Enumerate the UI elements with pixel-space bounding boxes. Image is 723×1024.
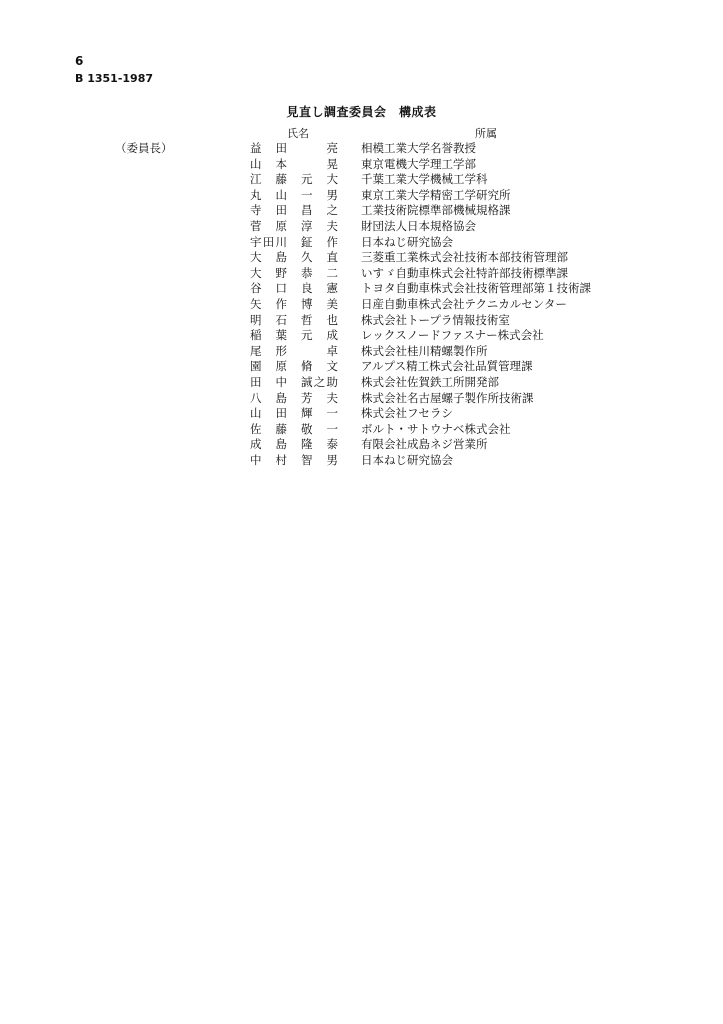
member-name: 宇田川 鉦 作 [250, 234, 338, 249]
member-name: 稲 葉 元 成 [250, 328, 338, 343]
member-affiliation: 東京工業大学精密工学研究所 [361, 187, 511, 202]
member-name: 山 本 晃 [250, 156, 338, 171]
member-role: （委員長） [115, 141, 173, 155]
member-row [0, 250, 723, 266]
member-row [0, 297, 723, 313]
member-row [0, 235, 723, 251]
member-name: 明 石 哲 也 [250, 312, 338, 327]
member-name: 成 島 隆 泰 [250, 437, 338, 452]
member-row [0, 157, 723, 173]
member-affiliation: ボルト・サトウナベ株式会社 [361, 421, 511, 436]
member-affiliation: 相模工業大学名誉教授 [361, 141, 476, 155]
member-name: 佐 藤 敬 一 [250, 421, 338, 436]
member-row [0, 172, 723, 188]
member-affiliation: いすゞ自動車株式会社特許部技術標準課 [361, 265, 568, 280]
member-name: 大 野 恭 二 [250, 265, 338, 280]
member-row [0, 344, 723, 360]
document-title: 見直し調査委員会 構成表 [286, 105, 437, 119]
member-affiliation: 三菱重工業株式会社技術本部技術管理部 [361, 250, 568, 265]
member-affiliation: 株式会社名古屋螺子製作所技術課 [361, 390, 534, 405]
member-affiliation: 株式会社トープラ情報技術室 [361, 312, 510, 327]
member-row [0, 391, 723, 407]
member-name: 八 島 芳 夫 [250, 390, 338, 405]
member-name: 益 田 亮 [250, 141, 338, 155]
member-name: 寺 田 昌 之 [250, 203, 338, 218]
member-row [0, 219, 723, 235]
member-affiliation: 日本ねじ研究協会 [361, 452, 453, 467]
member-name: 園 原 脩 文 [250, 359, 338, 374]
member-affiliation: 株式会社桂川精螺製作所 [361, 343, 488, 358]
member-name: 山 田 輝 一 [250, 406, 338, 421]
member-name: 菅 原 淳 夫 [250, 218, 338, 233]
member-name: 尾 形 卓 [250, 343, 338, 358]
member-affiliation: 株式会社フセラシ [361, 406, 453, 421]
member-affiliation: 東京電機大学理工学部 [361, 156, 476, 171]
member-affiliation: アルプス精工株式会社品質管理課 [361, 359, 533, 374]
column-header-affiliation: 所属 [475, 127, 497, 140]
standard-code: B 1351-1987 [75, 72, 154, 85]
member-row [0, 406, 723, 422]
member-row [0, 453, 723, 469]
member-affiliation: 財団法人日本規格協会 [361, 218, 476, 233]
member-affiliation: レックスノードファスナー株式会社 [361, 328, 544, 343]
member-name: 大 島 久 直 [250, 250, 338, 265]
member-affiliation: 千葉工業大学機械工学科 [361, 172, 488, 187]
member-name: 谷 口 良 憲 [250, 281, 338, 296]
column-header-name: 氏名 [287, 127, 309, 140]
member-name: 田 中 誠之助 [250, 374, 338, 389]
member-row [0, 359, 723, 375]
member-row [0, 141, 723, 157]
member-affiliation: 株式会社佐賀鉄工所開発部 [361, 374, 499, 389]
member-row [0, 375, 723, 391]
member-affiliation: 有限会社成島ネジ営業所 [361, 437, 488, 452]
member-row [0, 437, 723, 453]
member-name: 丸 山 一 男 [250, 187, 338, 202]
member-affiliation: 工業技術院標準部機械規格課 [361, 203, 511, 218]
member-row [0, 422, 723, 438]
member-row [0, 313, 723, 329]
member-row [0, 188, 723, 204]
member-affiliation: 日本ねじ研究協会 [361, 234, 453, 249]
member-row [0, 203, 723, 219]
member-affiliation: トヨタ自動車株式会社技術管理部第１技術課 [361, 281, 591, 296]
page-number: 6 [75, 54, 84, 68]
member-row [0, 281, 723, 297]
member-list [0, 141, 723, 468]
member-name: 矢 作 博 美 [250, 296, 338, 311]
member-affiliation: 日産自動車株式会社テクニカルセンター [361, 296, 567, 311]
member-row [0, 328, 723, 344]
member-row [0, 266, 723, 282]
member-name: 中 村 智 男 [250, 452, 338, 467]
member-name: 江 藤 元 大 [250, 172, 338, 187]
